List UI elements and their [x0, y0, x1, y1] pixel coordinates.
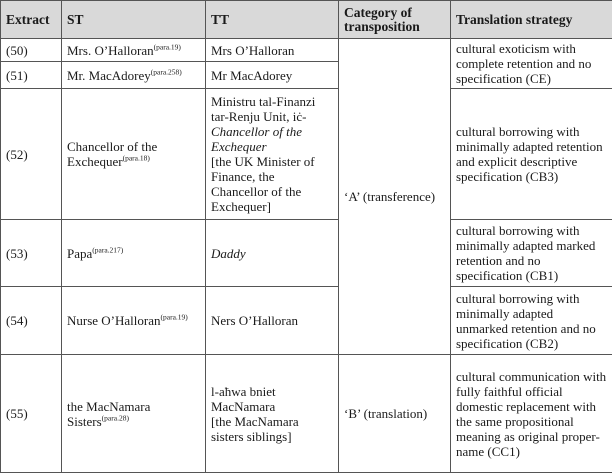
extract-cell: (52) — [1, 89, 62, 220]
st-text: Papa — [67, 245, 93, 261]
st-reference: (para.19) — [160, 313, 188, 322]
st-cell — [62, 89, 206, 220]
strategy-cell: cultural communication with fully faithful official domestic replacement with the same propositional meaning as original proper-name (CC1) — [451, 355, 612, 473]
extract-cell: (53) — [1, 219, 62, 286]
table-header-row — [1, 1, 612, 39]
extract-cell: (50) — [1, 39, 62, 62]
st-cell — [62, 39, 206, 62]
extract-cell: (54) — [1, 287, 62, 355]
st-reference: (para.19) — [153, 42, 181, 52]
st-text: the MacNamara Sisters — [67, 398, 151, 429]
category-cell-b: ‘B’ (translation) — [339, 355, 451, 473]
table-row — [1, 39, 612, 62]
st-text: Nurse O’Halloran — [67, 313, 161, 329]
extract-cell: (55) — [1, 355, 62, 473]
st-text: Mr. MacAdorey — [67, 67, 151, 83]
st-cell — [62, 355, 206, 473]
tt-gloss: [the MacNamara sisters siblings] — [211, 413, 299, 444]
st-reference: (para.28) — [101, 413, 129, 423]
tt-text: Ministru tal-Finanzi tar-Renju Unit, — [211, 94, 316, 125]
tt-cell: Daddy — [206, 219, 339, 286]
tt-italic-text: Chancellor of the Exchequer — [211, 124, 302, 155]
tt-text: l-aħwa bniet MacNamara — [211, 383, 276, 414]
header-strategy: Translation strategy — [451, 1, 612, 39]
header-st: ST — [62, 1, 206, 39]
tt-gloss: [the UK Minister of Finance, the Chancellor of the Exchequer] — [211, 154, 315, 215]
strategy-cell: cultural borrowing with minimally adapted marked retention and no specification (CB1) — [451, 219, 612, 286]
st-text: Mrs. O’Halloran — [67, 42, 154, 58]
table-row — [1, 287, 612, 355]
tt-cell — [206, 355, 339, 473]
st-reference: (para.18) — [122, 153, 150, 163]
tt-cell — [206, 89, 339, 220]
header-extract: Extract — [1, 1, 62, 39]
st-cell — [62, 287, 206, 355]
st-cell — [62, 219, 206, 286]
strategy-cell: cultural borrowing with minimally adapted unmarked retention and no specification (CB2) — [451, 287, 612, 355]
strategy-cell: cultural exoticism with complete retention and no specification (CE) — [451, 39, 612, 89]
tt-cell: Mrs O’Halloran — [206, 39, 339, 62]
tt-cell: Ners O’Halloran — [206, 287, 339, 355]
st-text: Chancellor of the Exchequer — [67, 139, 158, 170]
strategy-cell: cultural borrowing with minimally adapted retention and explicit descriptive specification (CB3) — [451, 89, 612, 220]
header-tt: TT — [206, 1, 339, 39]
table-row — [1, 355, 612, 473]
st-reference: (para.258) — [150, 67, 182, 77]
category-cell-a: ‘A’ (transference) — [339, 39, 451, 355]
tt-article: iċ- — [292, 109, 307, 125]
table-row — [1, 219, 612, 286]
st-reference: (para.217) — [92, 245, 124, 255]
st-cell — [62, 62, 206, 89]
header-category: Category of transposition — [339, 1, 451, 39]
tt-cell: Mr MacAdorey — [206, 62, 339, 89]
table-row — [1, 89, 612, 220]
extract-cell: (51) — [1, 62, 62, 89]
